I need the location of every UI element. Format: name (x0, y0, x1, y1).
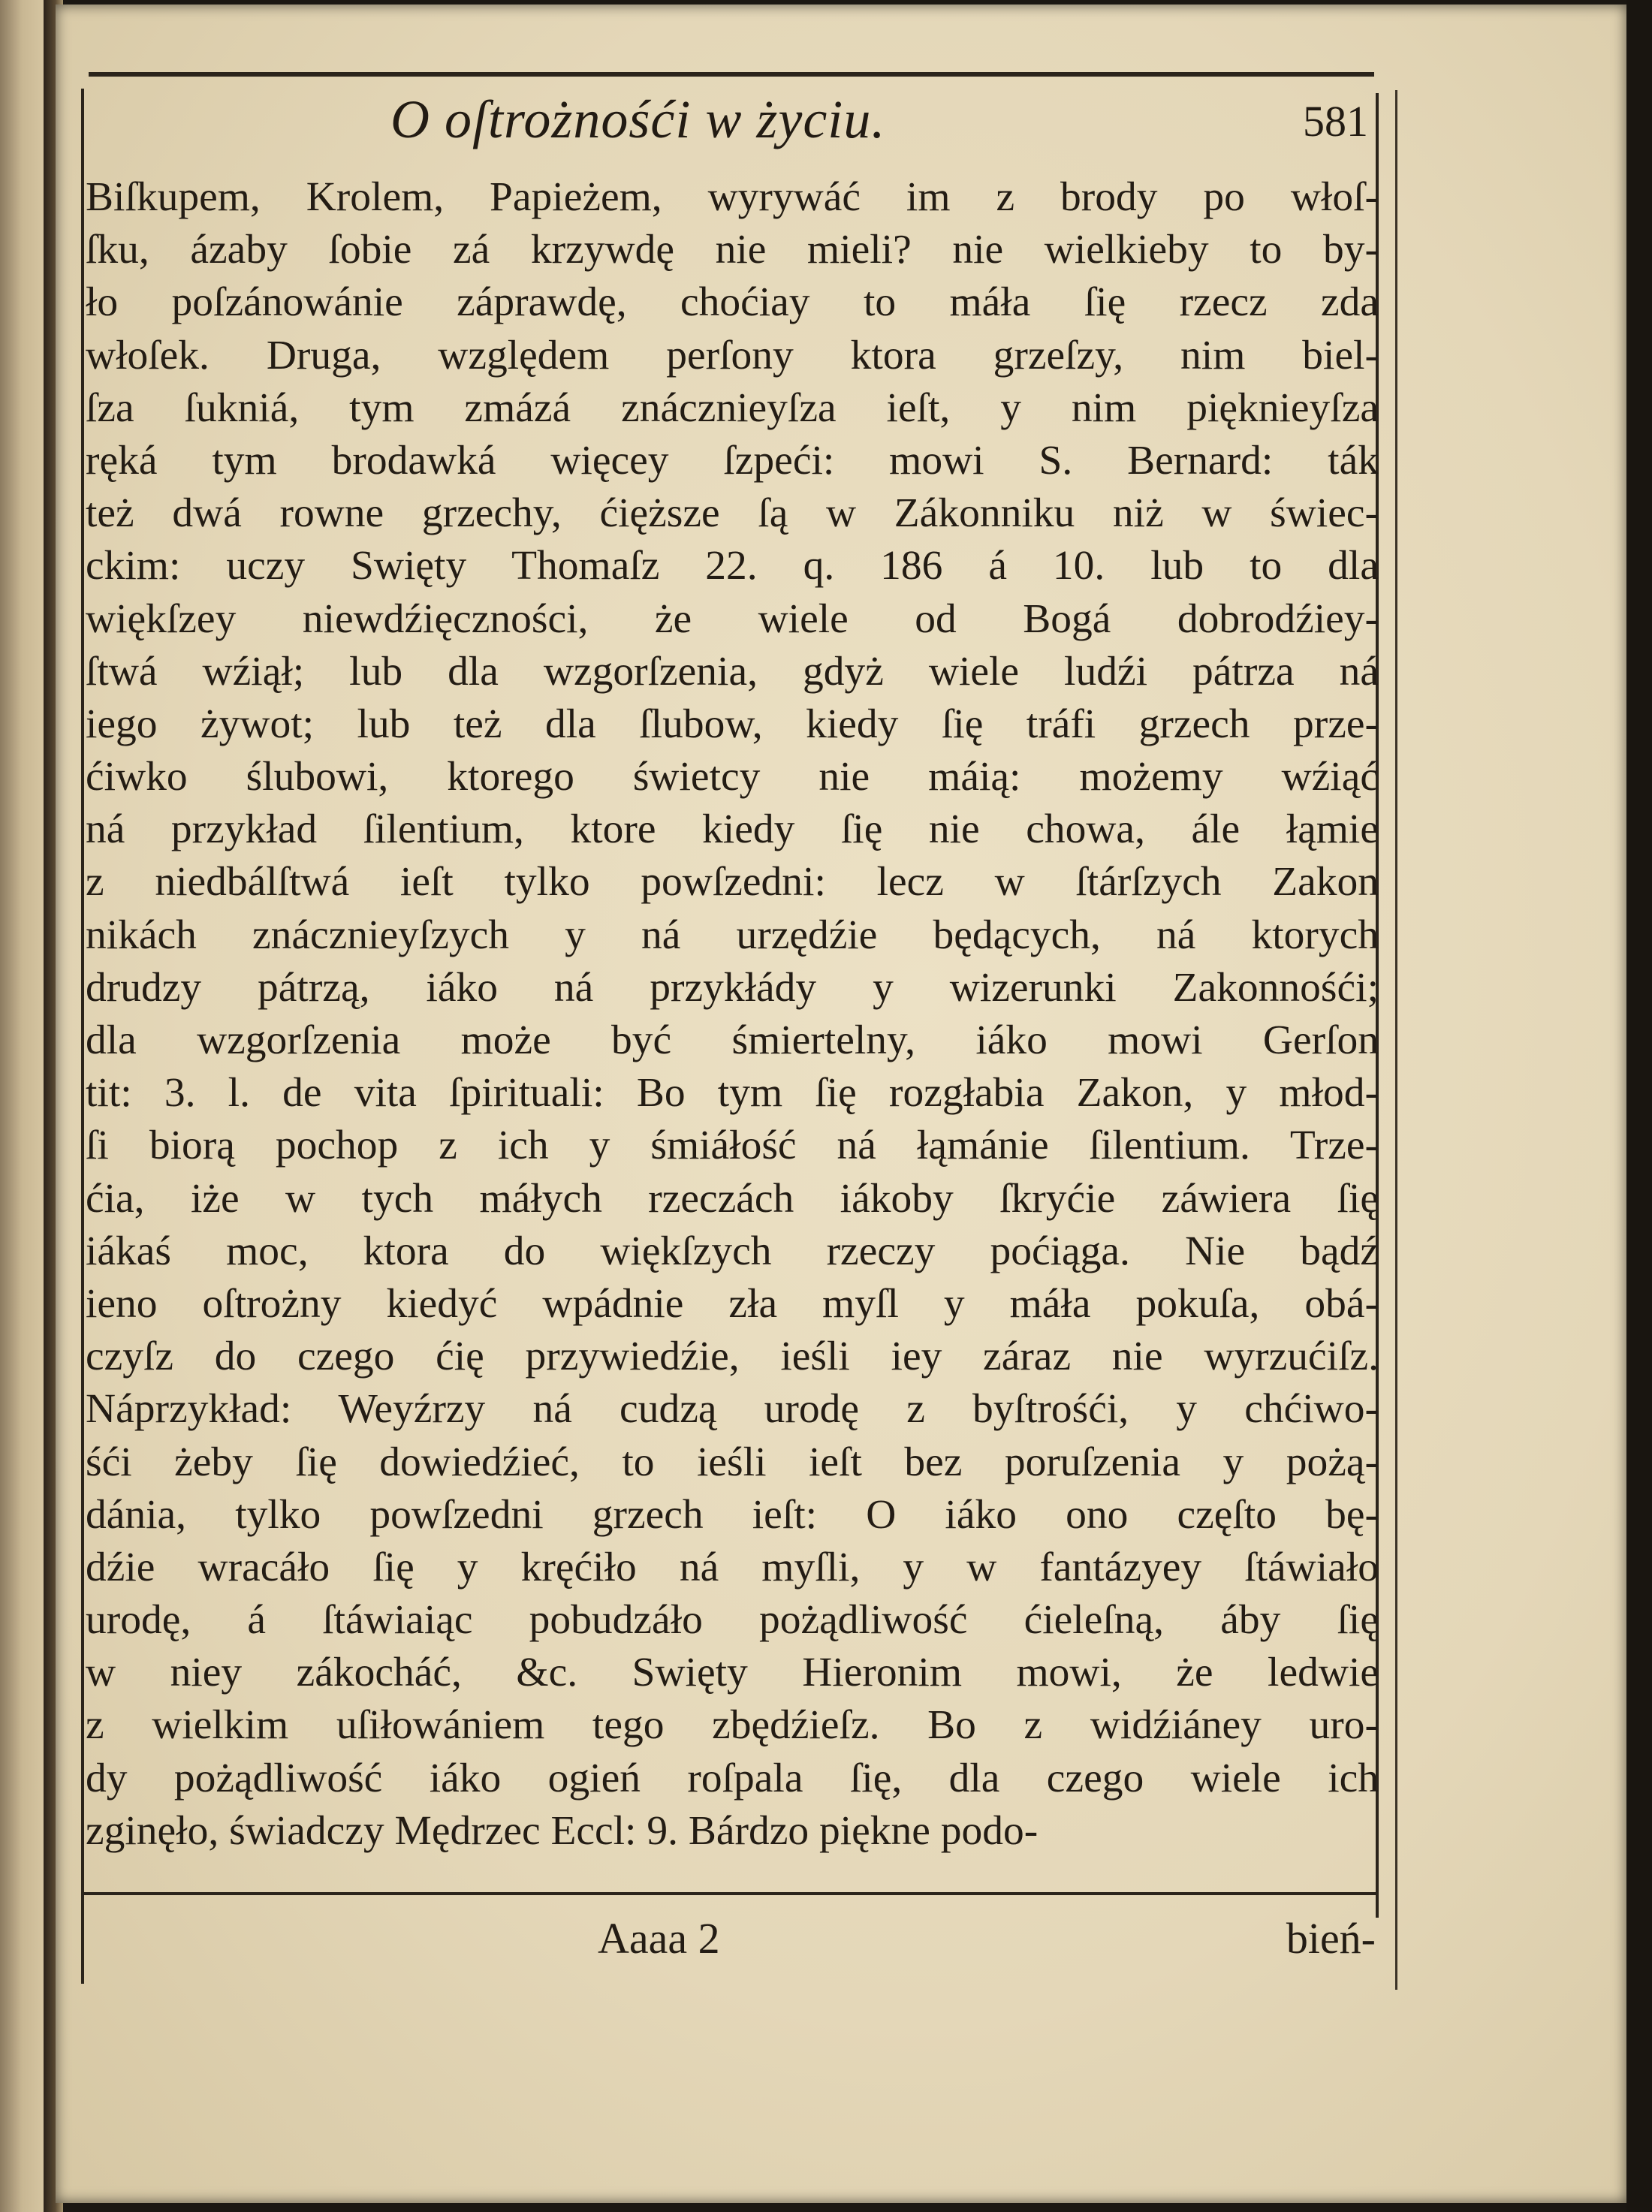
text-line: ná przykład ſilentium, ktore kiedy ſię nie chowa, ále łąmie (86, 806, 1379, 853)
text-line: ćiwko ślubowi, ktorego świetcy nie máią: możemy wźiąć (86, 754, 1379, 800)
page-number: 581 (1303, 97, 1368, 146)
right-shadow (1626, 0, 1652, 2212)
text-line: tit: 3. l. de vita ſpirituali: Bo tym ſię rozgłabia Zakon, y młod- (86, 1070, 1379, 1117)
text-line: ſi biorą pochop z ich y śmiáłość ná łąmánie ſilentium. Trze- (86, 1123, 1379, 1169)
text-line: Náprzykład: Weyźrzy ná cudzą urodę z byſtrośći, y chćiwo- (86, 1386, 1379, 1433)
catchword: bień- (1286, 1914, 1376, 1963)
text-line: ſtwá wźiął; lub dla wzgorſzenia, gdyż wiele ludźi pátrza ná (86, 648, 1379, 695)
page-footer (90, 1913, 1376, 1973)
text-line: dy pożądliwość iáko ogień roſpala ſię, dla czego wiele ich (86, 1755, 1379, 1801)
running-head (90, 89, 1376, 171)
text-line: nikách znácznieyſzych y ná urzędźie będących, ná ktorych (86, 912, 1379, 958)
outer-right-rule (1395, 90, 1397, 1990)
signature-mark: Aaaa 2 (598, 1914, 720, 1963)
text-line: iego żywot; lub też dla ſlubow, kiedy ſię tráfi grzech prze- (86, 701, 1379, 747)
text-line: z wielkim uſiłowániem tego zbędźieſz. Bo z widźiáney uro- (86, 1702, 1379, 1749)
text-line: drudzy pátrzą, iáko ná przykłády y wizerunki Zakonnośći; (86, 964, 1379, 1011)
text-line: śći żeby ſię dowiedźieć, to ieśli ieſt bez poruſzenia y pożą- (86, 1439, 1379, 1485)
text-line: Biſkupem, Krolem, Papieżem, wyrywáć im z brody po włoſ- (86, 174, 1379, 220)
running-title: O oſtrożnośći w życiu. (390, 89, 886, 149)
text-line: czyſz do czego ćię przywiedźie, ieśli iey záraz nie wyrzućiſz. (86, 1334, 1379, 1380)
text-line: więkſzey niewdźięczności, że wiele od Bogá dobrodźiey- (86, 595, 1379, 642)
bottom-rule (84, 1892, 1377, 1895)
text-line: dánia, tylko powſzedni grzech ieſt: O iáko ono częſto bę- (86, 1491, 1379, 1538)
text-line: w niey zákocháć, &c. Swięty Hieronim mowi, że ledwie (86, 1650, 1379, 1696)
text-line: ćia, iże w tych máłych rzeczách iákoby ſkryćie záwiera ſię (86, 1175, 1379, 1222)
text-line: też dwá rowne grzechy, ćięższe ſą w Zákonniku niż w świec- (86, 490, 1379, 537)
text-line: ſku, ázaby ſobie zá krzywdę nie mieli? nie wielkieby to by- (86, 227, 1379, 273)
text-line: ło poſzánowánie záprawdę, choćiay to máła ſię rzecz zda (86, 279, 1379, 326)
text-line: ieno oſtrożny kiedyć wpádnie zła myſl y máła pokuſa, obá- (86, 1280, 1379, 1327)
text-line: ſza ſukniá, tym zmázá znácznieyſza ieſt, y nim pięknieyſza (86, 384, 1379, 431)
top-rule (89, 72, 1374, 77)
left-border-rule (81, 89, 84, 1984)
text-line: z niedbálſtwá ieſt tylko powſzedni: lecz w ſtárſzych Zakon (86, 859, 1379, 906)
text-line: dla wzgorſzenia może być śmiertelny, iáko mowi Gerſon (86, 1017, 1379, 1063)
text-line: iákaś moc, ktora do więkſzych rzeczy poćiąga. Nie bądź (86, 1228, 1379, 1274)
text-line: dźie wracáło ſię y kręćiło ná myſli, y w fantázyey ſtáwiało (86, 1544, 1379, 1590)
text-line: włoſek. Druga, względem perſony ktora grzeſzy, nim biel- (86, 332, 1379, 378)
text-line: urodę, á ſtáwiaiąc pobudzáło pożądliwość ćieleſną, áby ſię (86, 1597, 1379, 1644)
text-line: ckim: uczy Swięty Thomaſz 22. q. 186 á 10. lub to dla (86, 543, 1379, 589)
text-line: zginęło, świadczy Mędrzec Eccl: 9. Bárdzo piękne podo- (86, 1807, 1039, 1854)
body-text (86, 171, 1379, 1858)
text-line: ręká tym brodawká więcey ſzpeći: mowi S. Bernard: ták (86, 437, 1379, 484)
